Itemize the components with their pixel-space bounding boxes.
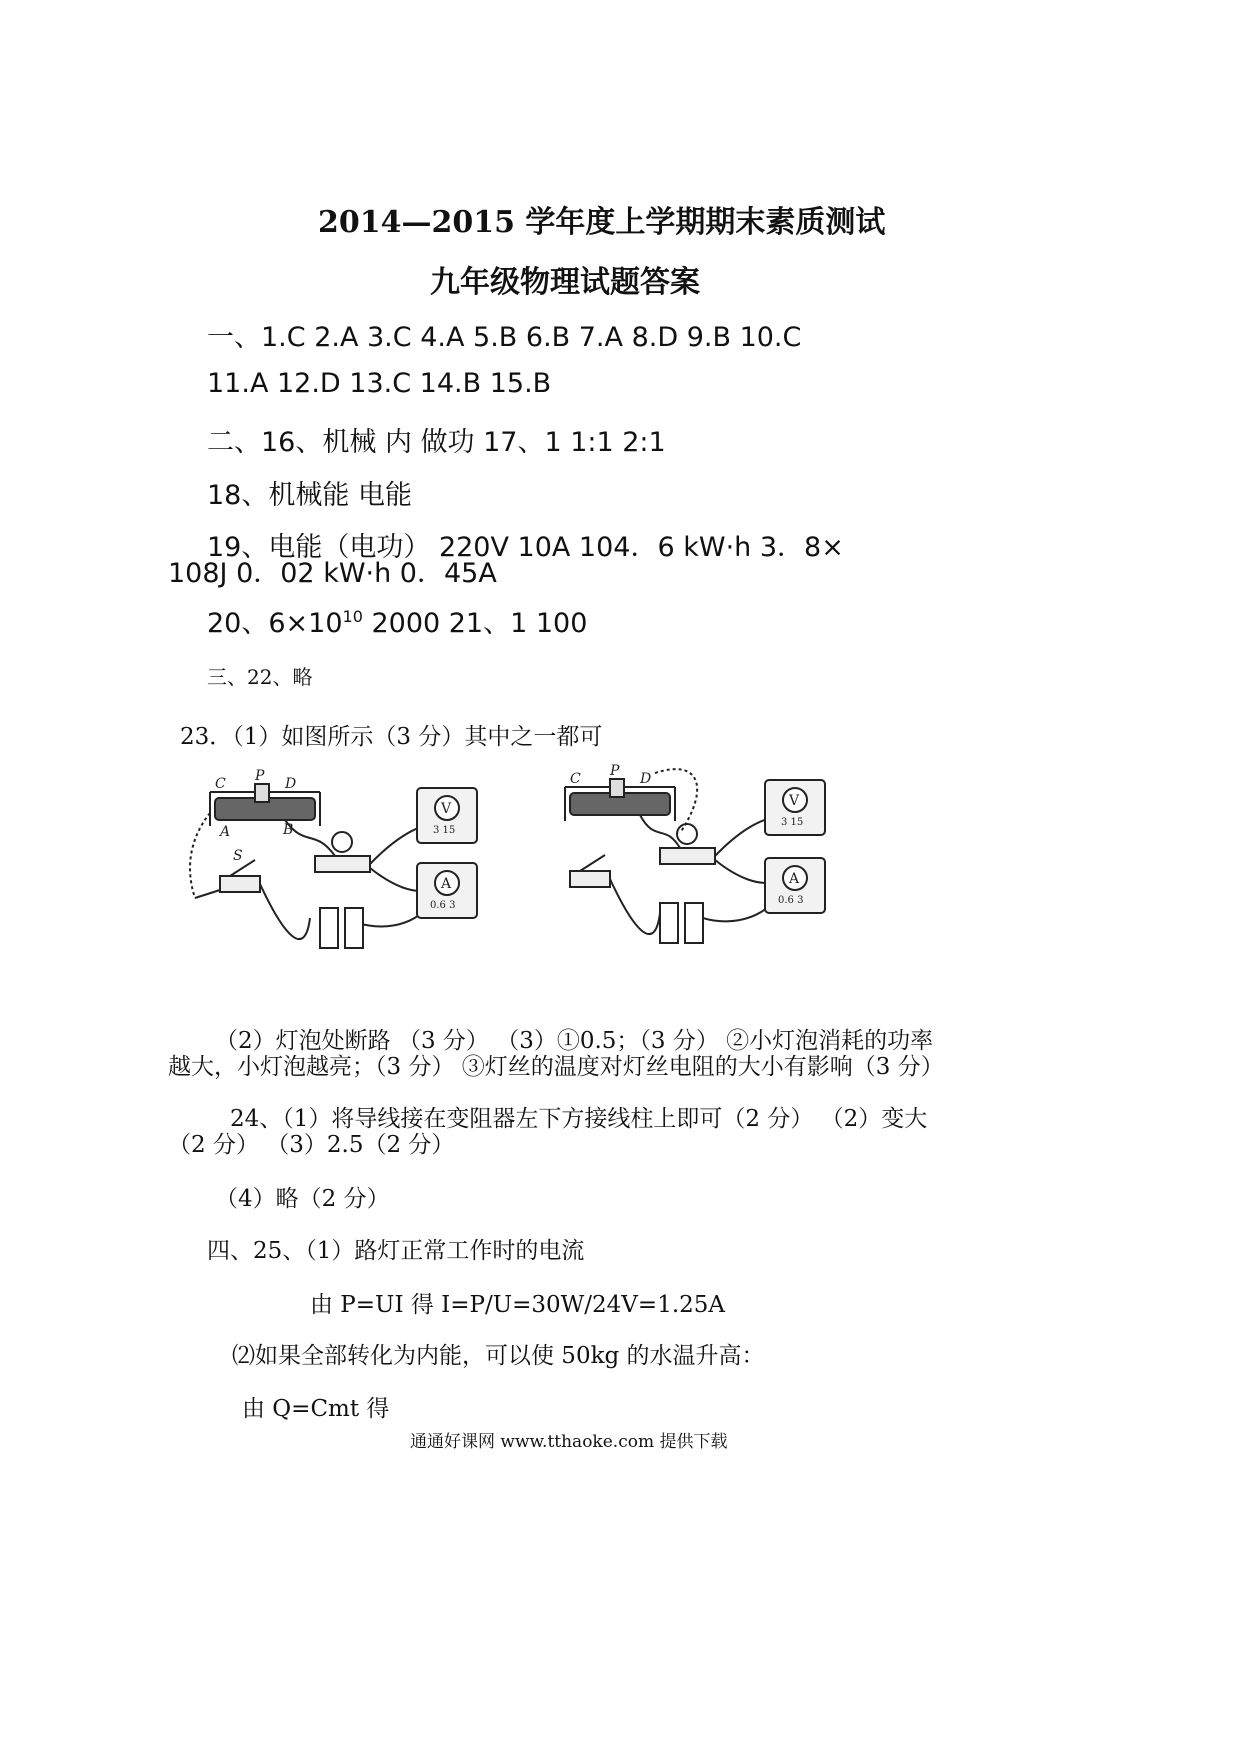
ammeter-scale-2: 0.6 3 (778, 895, 804, 906)
circuit-diagram-2 (540, 758, 840, 958)
q20-exponent: 10 (342, 607, 363, 626)
answers-25-formula: 由 P=UI 得 I=P/U=30W/24V=1.25A (310, 1292, 726, 1318)
answers-fill-18: 18、机械能 电能 (207, 480, 412, 511)
ammeter-scale: 0.6 3 (430, 900, 456, 911)
label-d: D (285, 776, 297, 792)
label-b: B (283, 822, 294, 838)
ammeter-symbol: A (441, 876, 452, 892)
page-footer: 通通好课网 www.tthaoke.com 提供下载 (410, 1432, 728, 1452)
answers-25-q-formula: 由 Q=Cmt 得 (242, 1396, 390, 1422)
answers-22: 三、22、略 (207, 665, 313, 689)
label-p: P (255, 768, 265, 784)
answers-23-part-2-line-2: 越大，小灯泡越亮；（3 分） ③灯丝的温度对灯丝电阻的大小有影响（3 分） (168, 1054, 944, 1080)
voltmeter-symbol-2: V (789, 793, 800, 809)
ammeter-symbol-2: A (789, 871, 800, 887)
label-a: A (220, 824, 231, 840)
answers-25-part-1: 四、25、（1）路灯正常工作时的电流 (207, 1238, 585, 1264)
answers-23-part-1: 23．（1）如图所示（3 分）其中之一都可 (180, 724, 603, 750)
q20-prefix: 20、6×10 (207, 608, 343, 639)
answers-choice-line-2: 11.A 12.D 13.C 14.B 15.B (207, 368, 552, 399)
label-d-2: D (640, 771, 652, 787)
label-p-2: P (610, 763, 620, 779)
label-c-2: C (570, 771, 581, 787)
label-c: C (215, 776, 226, 792)
answers-24-line-1: 24、（1）将导线接在变阻器左下方接线柱上即可（2 分） （2）变大 (230, 1106, 928, 1132)
answers-choice-line-1: 一、1.C 2.A 3.C 4.A 5.B 6.B 7.A 8.D 9.B 10.C (207, 322, 802, 353)
answers-23-part-2-line-1: （2）灯泡处断路 （3 分） （3）①0.5；（3 分） ②小灯泡消耗的功率 (215, 1028, 934, 1054)
answers-fill-19-line-2: 108J 0．02 kW·h 0．45A (168, 558, 497, 589)
q20-rest: 2000 21、1 100 (362, 608, 588, 639)
page-title: 2014—2015 学年度上学期期末素质测试 (318, 205, 886, 240)
answers-24-line-2: （2 分） （3）2.5（2 分） (168, 1132, 455, 1158)
circuit-diagram-1 (185, 768, 485, 968)
answers-fill-16-17: 二、16、机械 内 做功 17、1 1:1 2:1 (207, 427, 666, 458)
voltmeter-scale-2: 3 15 (781, 817, 804, 828)
voltmeter-scale: 3 15 (433, 825, 456, 836)
answers-24-part-4: （4）略（2 分） (215, 1186, 390, 1212)
answers-fill-19-line-1: 19、电能（电功） 220V 10A 104．6 kW·h 3．8× (207, 532, 844, 563)
answers-fill-20-21 (207, 601, 587, 640)
page-subtitle: 九年级物理试题答案 (430, 265, 700, 300)
answers-25-part-2: ⑵如果全部转化为内能，可以使 50kg 的水温升高： (232, 1343, 765, 1369)
label-s: S (233, 848, 243, 864)
voltmeter-symbol: V (441, 801, 452, 817)
